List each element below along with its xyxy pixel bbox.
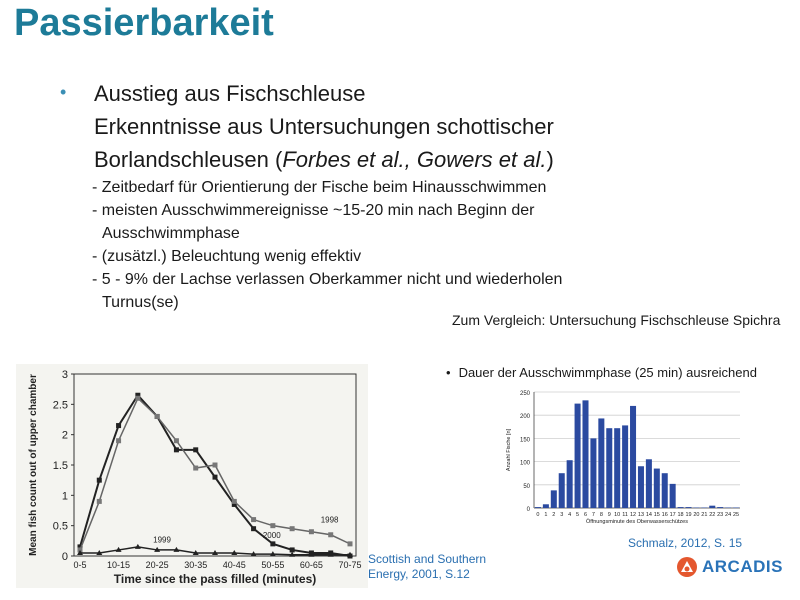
line3-suffix: )	[546, 147, 554, 172]
data-point	[174, 438, 179, 443]
x-tick-label: 20	[693, 512, 700, 518]
y-tick-label: 3	[61, 369, 68, 381]
y-axis-label: Anzahl Fische [n]	[506, 428, 512, 472]
bar	[622, 425, 628, 508]
bullet-line-2: Erkenntnisse aus Untersuchungen schottischer	[94, 114, 554, 139]
x-tick-label: 20-25	[145, 560, 169, 570]
data-point	[213, 475, 218, 480]
bar	[535, 507, 541, 508]
bar	[590, 438, 596, 508]
data-point	[213, 463, 218, 468]
data-point	[135, 396, 140, 401]
source-left-line-2: Energy, 2001, S.12	[368, 567, 470, 581]
x-tick-label: 2	[552, 512, 556, 518]
data-point	[97, 499, 102, 504]
data-point	[328, 532, 333, 537]
data-point	[348, 541, 353, 546]
sub-line-1: - Zeitbedarf für Orientierung der Fische beim Hinausschwimmen	[92, 179, 547, 196]
data-point	[174, 447, 179, 452]
y-tick-label: 1	[61, 490, 68, 503]
x-tick-label: 70-75	[338, 560, 362, 570]
x-tick-label: 3	[560, 512, 564, 518]
x-tick-label: 40-45	[222, 560, 246, 570]
data-point	[193, 466, 198, 471]
x-tick-label: 24	[725, 512, 732, 518]
data-point	[251, 517, 256, 522]
bar	[567, 460, 573, 508]
x-tick-label: 25	[732, 512, 740, 518]
comparison-bullet-text: Dauer der Ausschwimmphase (25 min) ausreichend	[458, 365, 757, 380]
data-point	[251, 526, 256, 531]
data-point	[193, 447, 198, 452]
x-tick-label: 17	[669, 512, 676, 518]
sub-line-5: - 5 - 9% der Lachse verlassen Oberkammer nicht und wiederholen	[92, 271, 563, 288]
bar	[582, 400, 588, 508]
bar	[662, 473, 668, 508]
bar	[614, 428, 620, 508]
data-point	[97, 478, 102, 483]
logo-text: ARCADIS	[702, 557, 783, 576]
data-point	[116, 423, 121, 428]
source-left	[368, 552, 486, 582]
data-point	[155, 414, 160, 419]
fish-exit-bar-chart	[500, 384, 745, 524]
y-tick-label: 1.5	[52, 460, 68, 472]
data-point	[290, 547, 295, 552]
bar	[598, 418, 604, 508]
data-point	[232, 499, 237, 504]
data-point	[270, 541, 275, 546]
bullet-line-3	[94, 146, 554, 174]
comparison-bullet	[446, 365, 757, 380]
data-point	[309, 529, 314, 534]
sub-line-2: - meisten Ausschwimmereignisse ~15-20 min nach Beginn der	[92, 202, 535, 219]
x-tick-label: 30-35	[184, 560, 208, 570]
x-tick-label: 12	[629, 512, 637, 518]
y-tick-label: 0	[61, 551, 68, 563]
data-point	[116, 438, 121, 443]
x-axis-label: Öffnungsminute des Oberwasserschützes	[585, 519, 689, 524]
source-right: Schmalz, 2012, S. 15	[628, 536, 743, 550]
bar	[559, 473, 565, 508]
y-tick-label: 2.5	[52, 399, 68, 412]
series-label-1999: 1999	[153, 535, 171, 545]
sub-line-4: - (zusätzl.) Beleuchtung wenig effektiv	[92, 248, 362, 265]
source-left-line-1: Scottish and Southern	[368, 552, 487, 566]
citation: Forbes et al., Gowers et al.	[282, 147, 547, 172]
x-tick-label: 16	[661, 512, 668, 518]
sub-line-6: Turnus(se)	[102, 294, 179, 311]
slide-title: Passierbarkeit	[14, 2, 274, 44]
x-tick-label: 10-15	[107, 560, 131, 570]
bar	[638, 466, 644, 508]
bar	[630, 406, 636, 508]
series-label-2000: 2000	[262, 530, 281, 540]
x-tick-label: 11	[622, 512, 628, 518]
bar	[646, 459, 652, 508]
x-tick-label: 23	[717, 512, 724, 518]
bullet-dot-icon: •	[446, 365, 451, 380]
bar	[606, 428, 612, 508]
line-chart-svg	[16, 364, 368, 588]
x-tick-label: 8	[599, 512, 603, 518]
fish-count-line-chart	[16, 364, 368, 588]
bar	[678, 507, 684, 508]
bar-chart-svg	[500, 384, 745, 524]
y-tick-label: 100	[519, 460, 530, 467]
x-tick-label: 6	[583, 512, 588, 518]
line3-prefix: Borlandschleusen (	[94, 147, 283, 172]
x-tick-label: 15	[653, 512, 660, 518]
data-point	[135, 544, 141, 549]
sub-line-3: Ausschwimmphase	[102, 225, 240, 242]
y-tick-label: 2	[61, 429, 68, 442]
y-tick-label: 0	[526, 507, 530, 513]
arcadis-logo	[676, 556, 783, 578]
x-tick-label: 19	[685, 512, 692, 518]
x-tick-label: 21	[701, 512, 708, 518]
x-tick-label: 0-5	[73, 560, 87, 570]
y-tick-label: 200	[519, 414, 530, 421]
y-tick-label: 250	[519, 391, 530, 397]
x-tick-label: 18	[677, 512, 684, 518]
bar	[709, 506, 715, 508]
bar	[543, 504, 549, 508]
y-tick-label: 0.5	[52, 520, 68, 533]
x-tick-label: 9	[607, 512, 611, 518]
comparison-title: Zum Vergleich: Untersuchung Fischschleuse Spichra	[452, 312, 781, 328]
x-tick-label: 60-65	[299, 560, 323, 570]
x-tick-label: 14	[645, 512, 652, 518]
x-tick-label: 22	[709, 512, 716, 518]
x-tick-label: 7	[591, 512, 595, 518]
x-tick-label: 13	[637, 512, 645, 518]
bar	[670, 484, 676, 508]
bullet-line-1: Ausstieg aus Fischschleuse	[94, 81, 366, 106]
x-tick-label: 4	[568, 512, 572, 518]
x-tick-label: 1	[544, 512, 548, 518]
series-label-1998: 1998	[320, 515, 339, 525]
arcadis-logo-icon	[676, 556, 698, 578]
x-tick-label: 50-55	[261, 560, 285, 570]
x-tick-label: 10	[614, 512, 621, 518]
bullet-dot-icon: •	[60, 82, 67, 102]
bar	[575, 404, 581, 508]
x-tick-label: 0	[536, 512, 540, 518]
data-point	[270, 523, 275, 528]
bar	[551, 490, 557, 508]
x-axis-label: Time since the pass filled (minutes)	[113, 572, 317, 586]
y-tick-label: 150	[519, 437, 530, 444]
bar	[685, 507, 691, 508]
y-tick-label: 50	[523, 483, 530, 490]
y-axis-label: Mean fish count out of upper chamber	[28, 374, 39, 556]
bar	[717, 507, 723, 508]
bar	[654, 469, 660, 508]
x-tick-label: 5	[576, 512, 580, 518]
data-point	[290, 526, 295, 531]
